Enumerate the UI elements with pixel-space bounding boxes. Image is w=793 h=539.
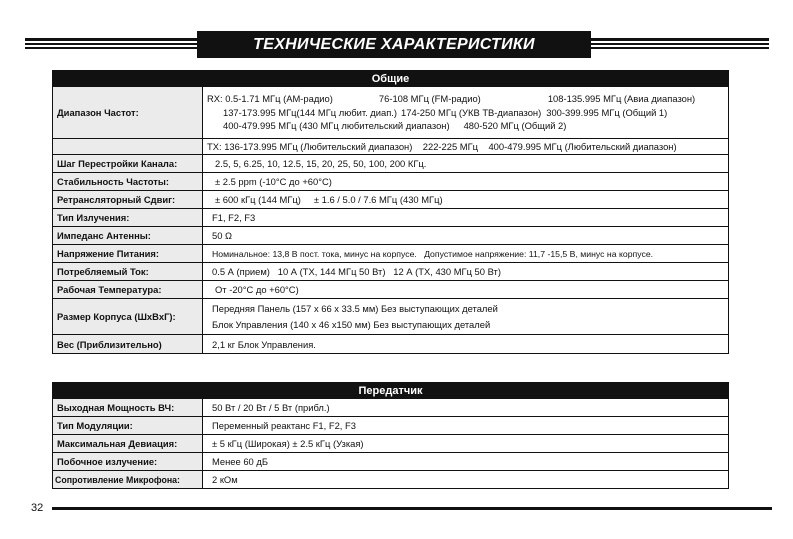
case-size-main-unit: Блок Управления (140 x 46 x150 мм) Без выступающих деталей [212, 318, 491, 330]
mic-impedance-value: 2 кОм [203, 471, 729, 489]
mic-impedance-label: Сопротивление Микрофона: [53, 471, 203, 489]
transmitter-section-title: Передатчик [53, 383, 729, 399]
max-deviation-label: Максимальная Девиация: [53, 435, 203, 453]
max-deviation-value: ± 5 кГц (Широкая) ± 2.5 кГц (Узкая) [203, 435, 729, 453]
rx-am: RX: 0.5-1.71 МГц (АМ-радио) [207, 93, 333, 105]
operating-temp-label: Рабочая Температура: [53, 281, 203, 299]
freq-range-label: Диапазон Частот: [53, 87, 203, 139]
repeater-shift-label: Ретрансляторный Сдвиг: [53, 191, 203, 209]
weight-label: Вес (Приблизительно) [53, 335, 203, 354]
antenna-impedance-label: Импеданс Антенны: [53, 227, 203, 245]
spurious-emission-value: Менее 60 дБ [203, 453, 729, 471]
modulation-type-value: Переменный реактанс F1, F2, F3 [203, 417, 729, 435]
header-rule-right [591, 38, 769, 48]
operating-temp-value: От -20°C до +60°C) [203, 281, 729, 299]
rx-line-2 [207, 106, 724, 120]
current-draw-value: 0.5 А (прием) 10 А (TX, 144 МГц 50 Вт) 12 А (TX, 430 МГц 50 Вт) [203, 263, 729, 281]
spurious-emission-label: Побочное излучение: [53, 453, 203, 471]
rx-line-3 [207, 119, 724, 133]
case-size-front-panel: Передняя Панель (157 x 66 x 33.5 мм) Без выступающих деталей [212, 302, 498, 314]
freq-range-label-continuation [53, 139, 203, 155]
channel-step-label: Шаг Перестройки Канала: [53, 155, 203, 173]
rf-power-value: 50 Вт / 20 Вт / 5 Вт (прибл.) [203, 399, 729, 417]
page-title: ТЕХНИЧЕСКИЕ ХАРАКТЕРИСТИКИ [197, 31, 591, 58]
rf-power-label: Выходная Мощность ВЧ: [53, 399, 203, 417]
header-rule-left [25, 38, 197, 48]
rx-vhf-tv: 174-250 МГц (УКВ ТВ-диапазон) [401, 106, 542, 118]
rx-144: 137-173.995 МГц(144 МГц любит. диап.) [223, 106, 398, 118]
case-size-value [203, 299, 729, 335]
freq-range-tx: TX: 136-173.995 МГц (Любительский диапазон) 222-225 МГц 400-479.995 МГц (Любительский диапазон) [203, 139, 729, 155]
freq-range-rx [203, 87, 729, 139]
supply-voltage-label: Напряжение Питания: [53, 245, 203, 263]
freq-stability-value: ± 2.5 ppm (-10°C до +60°C) [203, 173, 729, 191]
general-specs-table [52, 70, 729, 354]
transmitter-specs-table [52, 382, 729, 489]
rx-430: 400-479.995 МГц (430 МГц любительский диапазон) [223, 120, 450, 132]
footer-rule [52, 507, 772, 510]
antenna-impedance-value: 50 Ω [203, 227, 729, 245]
case-size-label: Размер Корпуса (ШxВxГ): [53, 299, 203, 335]
emission-type-value: F1, F2, F3 [203, 209, 729, 227]
freq-stability-label: Стабильность Частоты: [53, 173, 203, 191]
page-number: 32 [31, 502, 44, 514]
channel-step-value: 2.5, 5, 6.25, 10, 12.5, 15, 20, 25, 50, 100, 200 КГц. [203, 155, 729, 173]
modulation-type-label: Тип Модуляции: [53, 417, 203, 435]
general-section-title: Общие [53, 71, 729, 87]
weight-value: 2,1 кг Блок Управления. [203, 335, 729, 354]
rx-line-1 [207, 92, 724, 106]
rx-fm: 76-108 МГц (FM-радио) [378, 93, 481, 105]
repeater-shift-value: ± 600 кГц (144 МГц) ± 1.6 / 5.0 / 7.6 МГц (430 МГц) [203, 191, 729, 209]
supply-voltage-value: Номинальное: 13,8 В пост. тока, минус на корпусе. Допустимое напряжение: 11,7 -15,5 В, минус на корпусе. [203, 245, 729, 263]
current-draw-label: Потребляемый Ток: [53, 263, 203, 281]
rx-general-1: 300-399.995 МГц (Общий 1) [546, 106, 668, 118]
rx-air: 108-135.995 МГц (Авиа диапазон) [547, 93, 696, 105]
rx-general-2: 480-520 МГц (Общий 2) [463, 120, 567, 132]
emission-type-label: Тип Излучения: [53, 209, 203, 227]
